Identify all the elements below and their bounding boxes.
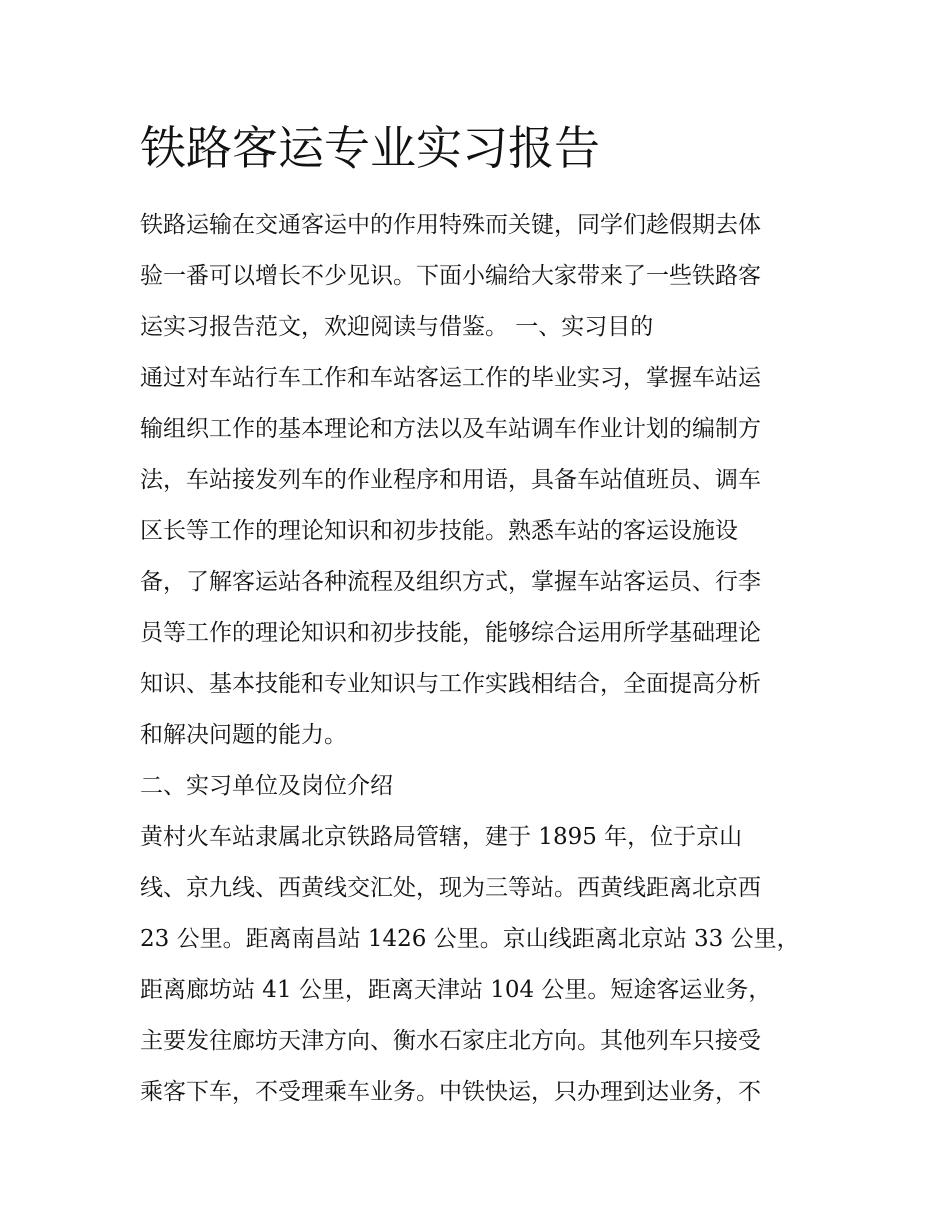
body-line: 黄村火车站隶属北京铁路局管辖，建于 1895 年，位于京山 [140,824,743,850]
body-line: 乘客下车，不受理乘车业务。中铁快运，只办理到达业务，不 [140,1079,761,1105]
body-line: 距离廊坊站 41 公里，距离天津站 104 公里。短途客运业务， [140,977,772,1003]
body-line: 23 公里。距离南昌站 1426 公里。京山线距离北京站 33 公里， [140,926,800,952]
document-body [140,200,820,1118]
body-line: 主要发往廊坊天津方向、衡水石家庄北方向。其他列车只接受 [140,1028,761,1054]
body-line: 知识、基本技能和专业知识与工作实践相结合，全面提高分析 [140,671,761,697]
body-line: 铁路运输在交通客运中的作用特殊而关键，同学们趁假期去体 [140,212,761,238]
body-line: 验一番可以增长不少见识。下面小编给大家带来了一些铁路客 [140,263,761,289]
body-line: 员等工作的理论知识和初步技能，能够综合运用所学基础理论 [140,620,761,646]
body-line: 输组织工作的基本理论和方法以及车站调车作业计划的编制方 [140,416,761,442]
body-line: 线、京九线、西黄线交汇处，现为三等站。西黄线距离北京西 [140,875,761,901]
body-line: 法，车站接发列车的作业程序和用语，具备车站值班员、调车 [140,467,761,493]
body-line: 运实习报告范文，欢迎阅读与借鉴。 一、实习目的 [140,314,654,340]
body-line: 备，了解客运站各种流程及组织方式，掌握车站客运员、行李 [140,569,761,595]
body-line: 通过对车站行车工作和车站客运工作的毕业实习，掌握车站运 [140,365,761,391]
body-line: 区长等工作的理论知识和初步技能。熟悉车站的客运设施设 [140,518,738,544]
body-line: 和解决问题的能力。 [140,722,347,748]
document-title: 铁路客运专业实习报告 [140,121,600,175]
section-heading: 二、实习单位及岗位介绍 [140,773,393,799]
